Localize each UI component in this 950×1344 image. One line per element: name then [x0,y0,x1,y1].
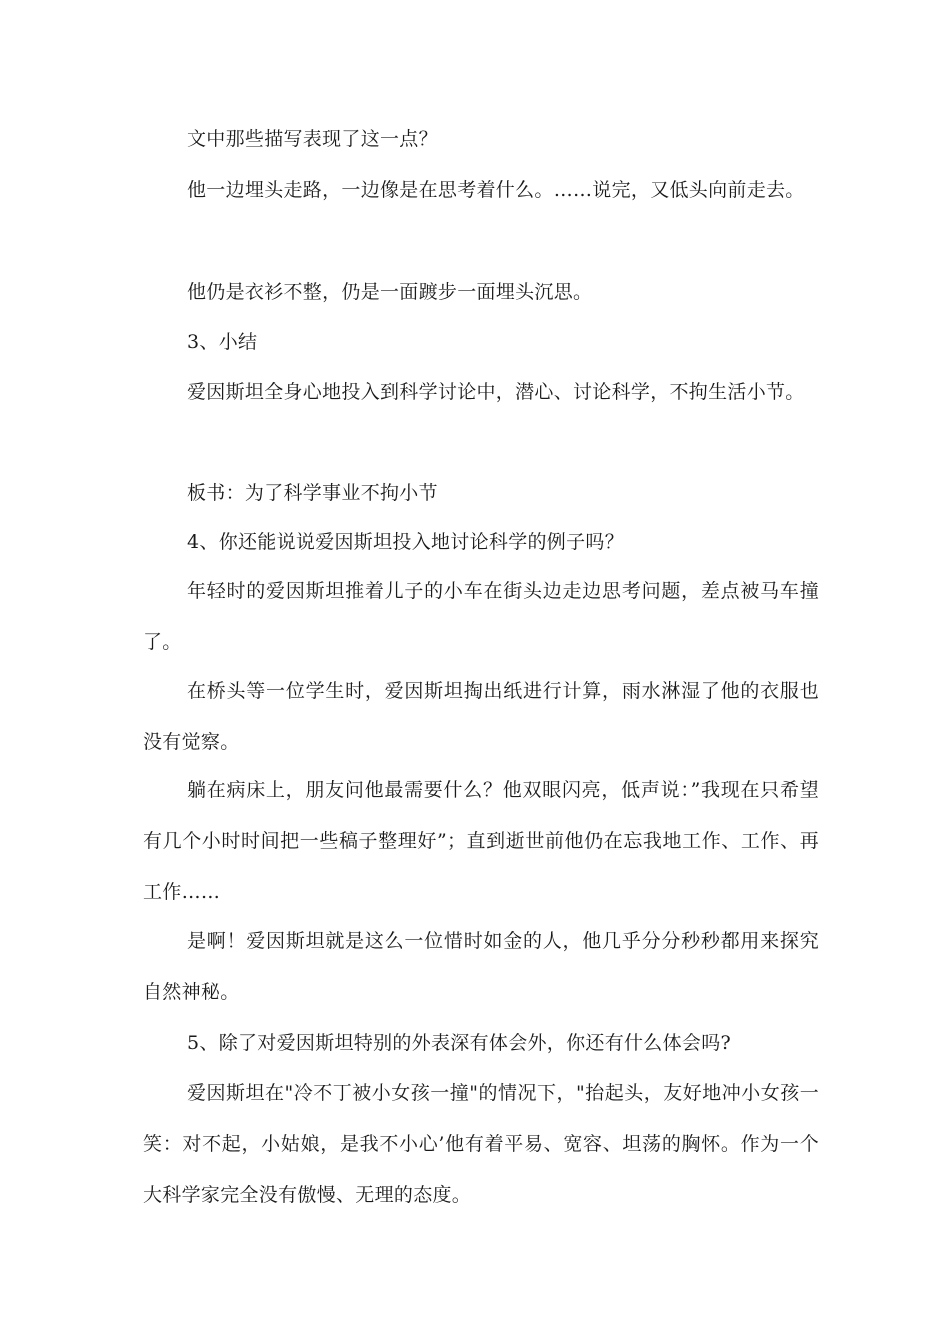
paragraph-example-bridge: 在桥头等一位学生时，爱因斯坦掏出纸进行计算，雨水淋湿了他的衣服也没有觉察。 [143,680,819,753]
paragraph-little-girl: 爱因斯坦在"冷不丁被小女孩一撞"的情况下，"抬起头，友好地冲小女孩一笑：对不起，小姑娘，是我不小心’他有着平易、宽容、坦荡的胸怀。作为一个大科学家完全没有傲慢、无理的态度。 [143,1082,819,1206]
paragraph-untidy-pacing: 他仍是衣衫不整，仍是一面踱步一面埋头沉思。 [187,281,593,303]
paragraph-example-cart: 年轻时的爱因斯坦推着儿子的小车在街头边走边思考问题，差点被马车撞了。 [143,580,819,653]
paragraph-blackboard-note: 板书：为了科学事业不拘小节 [187,482,438,504]
paragraph-summary-body: 爱因斯坦全身心地投入到科学讨论中，潜心、讨论科学，不拘生活小节。 [187,381,805,403]
section-heading-question-5: 5、除了对爱因斯坦特别的外表深有体会外，你还有什么体会吗? [187,1032,731,1054]
paragraph-example-hospital: 躺在病床上，朋友问他最需要什么？他双眼闪亮，低声说：”我现在只希望有几个小时时间把一些稿子整理好”；直到逝世前他仍在忘我地工作、工作、再工作…… [143,779,819,903]
section-heading-summary: 3、小结 [187,331,258,353]
paragraph-question-descriptions: 文中那些描写表现了这一点？ [187,128,438,150]
section-heading-question-4: 4、你还能说说爱因斯坦投入地讨论科学的例子吗？ [187,531,624,553]
paragraph-cherish-time: 是啊！爱因斯坦就是这么一位惜时如金的人，他几乎分分秒秒都用来探究自然神秘。 [143,930,819,1003]
paragraph-walking-thinking: 他一边埋头走路，一边像是在思考着什么。……说完，又低头向前走去。 [187,179,805,201]
